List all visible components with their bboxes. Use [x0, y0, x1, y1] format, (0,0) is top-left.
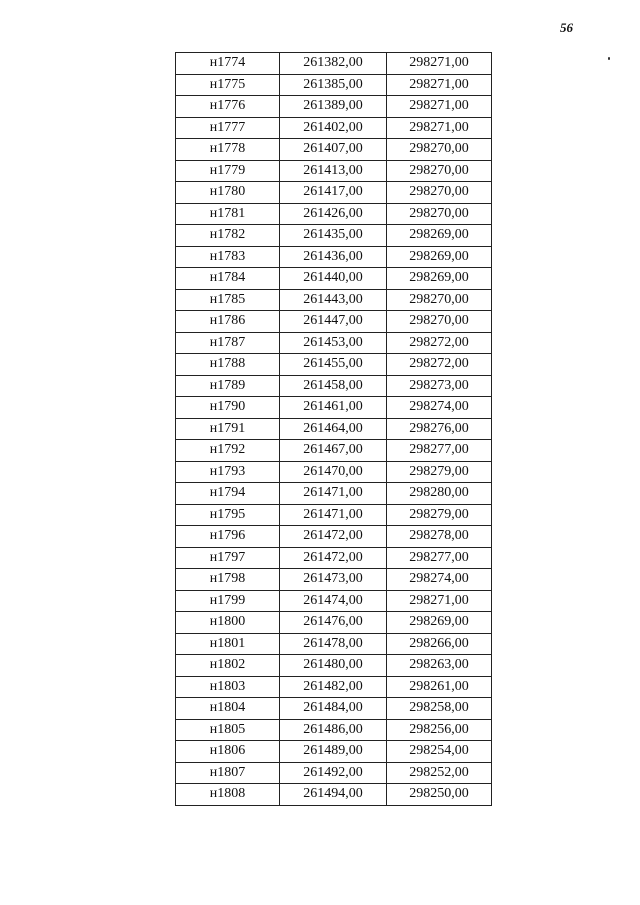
point-id-cell: н1792 [176, 440, 280, 462]
point-id-cell: н1797 [176, 547, 280, 569]
y-coordinate-cell: 298270,00 [387, 203, 492, 225]
x-coordinate-cell: 261480,00 [280, 655, 387, 677]
table-row [176, 612, 492, 634]
y-coordinate-cell: 298261,00 [387, 676, 492, 698]
point-id-cell: н1793 [176, 461, 280, 483]
table-row [176, 504, 492, 526]
x-coordinate-cell: 261453,00 [280, 332, 387, 354]
y-coordinate-cell: 298270,00 [387, 139, 492, 161]
table-row [176, 311, 492, 333]
table-row [176, 676, 492, 698]
x-coordinate-cell: 261417,00 [280, 182, 387, 204]
y-coordinate-cell: 298266,00 [387, 633, 492, 655]
x-coordinate-cell: 261467,00 [280, 440, 387, 462]
point-id-cell: н1802 [176, 655, 280, 677]
x-coordinate-cell: 261464,00 [280, 418, 387, 440]
x-coordinate-cell: 261443,00 [280, 289, 387, 311]
x-coordinate-cell: 261473,00 [280, 569, 387, 591]
table-row [176, 719, 492, 741]
y-coordinate-cell: 298272,00 [387, 332, 492, 354]
point-id-cell: н1801 [176, 633, 280, 655]
point-id-cell: н1787 [176, 332, 280, 354]
x-coordinate-cell: 261402,00 [280, 117, 387, 139]
x-coordinate-cell: 261492,00 [280, 762, 387, 784]
y-coordinate-cell: 298270,00 [387, 289, 492, 311]
y-coordinate-cell: 298273,00 [387, 375, 492, 397]
point-id-cell: н1794 [176, 483, 280, 505]
table-row [176, 289, 492, 311]
x-coordinate-cell: 261484,00 [280, 698, 387, 720]
y-coordinate-cell: 298269,00 [387, 225, 492, 247]
y-coordinate-cell: 298277,00 [387, 440, 492, 462]
x-coordinate-cell: 261389,00 [280, 96, 387, 118]
x-coordinate-cell: 261482,00 [280, 676, 387, 698]
y-coordinate-cell: 298272,00 [387, 354, 492, 376]
x-coordinate-cell: 261470,00 [280, 461, 387, 483]
y-coordinate-cell: 298256,00 [387, 719, 492, 741]
table-row [176, 182, 492, 204]
point-id-cell: н1800 [176, 612, 280, 634]
y-coordinate-cell: 298271,00 [387, 53, 492, 75]
x-coordinate-cell: 261413,00 [280, 160, 387, 182]
y-coordinate-cell: 298269,00 [387, 268, 492, 290]
point-id-cell: н1803 [176, 676, 280, 698]
y-coordinate-cell: 298279,00 [387, 504, 492, 526]
table-row [176, 53, 492, 75]
x-coordinate-cell: 261385,00 [280, 74, 387, 96]
table-row [176, 526, 492, 548]
x-coordinate-cell: 261494,00 [280, 784, 387, 806]
x-coordinate-cell: 261489,00 [280, 741, 387, 763]
y-coordinate-cell: 298279,00 [387, 461, 492, 483]
table-row [176, 203, 492, 225]
coordinates-table [175, 52, 492, 806]
table-row [176, 762, 492, 784]
table-row [176, 375, 492, 397]
table-row [176, 633, 492, 655]
point-id-cell: н1775 [176, 74, 280, 96]
point-id-cell: н1782 [176, 225, 280, 247]
point-id-cell: н1795 [176, 504, 280, 526]
point-id-cell: н1799 [176, 590, 280, 612]
y-coordinate-cell: 298277,00 [387, 547, 492, 569]
point-id-cell: н1796 [176, 526, 280, 548]
x-coordinate-cell: 261474,00 [280, 590, 387, 612]
x-coordinate-cell: 261458,00 [280, 375, 387, 397]
point-id-cell: н1807 [176, 762, 280, 784]
x-coordinate-cell: 261478,00 [280, 633, 387, 655]
point-id-cell: н1786 [176, 311, 280, 333]
y-coordinate-cell: 298270,00 [387, 182, 492, 204]
table-row [176, 784, 492, 806]
y-coordinate-cell: 298278,00 [387, 526, 492, 548]
point-id-cell: н1789 [176, 375, 280, 397]
x-coordinate-cell: 261486,00 [280, 719, 387, 741]
y-coordinate-cell: 298270,00 [387, 311, 492, 333]
table-row [176, 569, 492, 591]
point-id-cell: н1798 [176, 569, 280, 591]
scan-speck [608, 57, 610, 60]
x-coordinate-cell: 261440,00 [280, 268, 387, 290]
y-coordinate-cell: 298269,00 [387, 612, 492, 634]
x-coordinate-cell: 261472,00 [280, 547, 387, 569]
table-row [176, 655, 492, 677]
x-coordinate-cell: 261471,00 [280, 504, 387, 526]
point-id-cell: н1780 [176, 182, 280, 204]
table-row [176, 698, 492, 720]
y-coordinate-cell: 298276,00 [387, 418, 492, 440]
x-coordinate-cell: 261471,00 [280, 483, 387, 505]
table-row [176, 268, 492, 290]
x-coordinate-cell: 261461,00 [280, 397, 387, 419]
y-coordinate-cell: 298271,00 [387, 117, 492, 139]
y-coordinate-cell: 298263,00 [387, 655, 492, 677]
table-row [176, 440, 492, 462]
table-row [176, 354, 492, 376]
point-id-cell: н1806 [176, 741, 280, 763]
y-coordinate-cell: 298250,00 [387, 784, 492, 806]
y-coordinate-cell: 298271,00 [387, 74, 492, 96]
table-row [176, 397, 492, 419]
y-coordinate-cell: 298274,00 [387, 569, 492, 591]
y-coordinate-cell: 298271,00 [387, 96, 492, 118]
point-id-cell: н1774 [176, 53, 280, 75]
table-row [176, 418, 492, 440]
table-row [176, 139, 492, 161]
point-id-cell: н1785 [176, 289, 280, 311]
point-id-cell: н1781 [176, 203, 280, 225]
x-coordinate-cell: 261447,00 [280, 311, 387, 333]
table-row [176, 483, 492, 505]
point-id-cell: н1778 [176, 139, 280, 161]
point-id-cell: н1791 [176, 418, 280, 440]
x-coordinate-cell: 261426,00 [280, 203, 387, 225]
table-row [176, 461, 492, 483]
point-id-cell: н1776 [176, 96, 280, 118]
point-id-cell: н1784 [176, 268, 280, 290]
y-coordinate-cell: 298271,00 [387, 590, 492, 612]
point-id-cell: н1777 [176, 117, 280, 139]
y-coordinate-cell: 298280,00 [387, 483, 492, 505]
y-coordinate-cell: 298254,00 [387, 741, 492, 763]
table-row [176, 160, 492, 182]
table-row [176, 741, 492, 763]
y-coordinate-cell: 298269,00 [387, 246, 492, 268]
point-id-cell: н1779 [176, 160, 280, 182]
x-coordinate-cell: 261455,00 [280, 354, 387, 376]
x-coordinate-cell: 261436,00 [280, 246, 387, 268]
table-row [176, 590, 492, 612]
y-coordinate-cell: 298252,00 [387, 762, 492, 784]
y-coordinate-cell: 298270,00 [387, 160, 492, 182]
point-id-cell: н1805 [176, 719, 280, 741]
point-id-cell: н1808 [176, 784, 280, 806]
table-row [176, 547, 492, 569]
table-row [176, 246, 492, 268]
table-row [176, 74, 492, 96]
y-coordinate-cell: 298258,00 [387, 698, 492, 720]
x-coordinate-cell: 261407,00 [280, 139, 387, 161]
point-id-cell: н1788 [176, 354, 280, 376]
table-row [176, 225, 492, 247]
table-row [176, 332, 492, 354]
point-id-cell: н1783 [176, 246, 280, 268]
point-id-cell: н1804 [176, 698, 280, 720]
x-coordinate-cell: 261476,00 [280, 612, 387, 634]
table-row [176, 117, 492, 139]
page-number: 56 [560, 20, 573, 35]
x-coordinate-cell: 261382,00 [280, 53, 387, 75]
y-coordinate-cell: 298274,00 [387, 397, 492, 419]
table-row [176, 96, 492, 118]
x-coordinate-cell: 261472,00 [280, 526, 387, 548]
point-id-cell: н1790 [176, 397, 280, 419]
x-coordinate-cell: 261435,00 [280, 225, 387, 247]
coordinates-table-body [176, 53, 492, 806]
